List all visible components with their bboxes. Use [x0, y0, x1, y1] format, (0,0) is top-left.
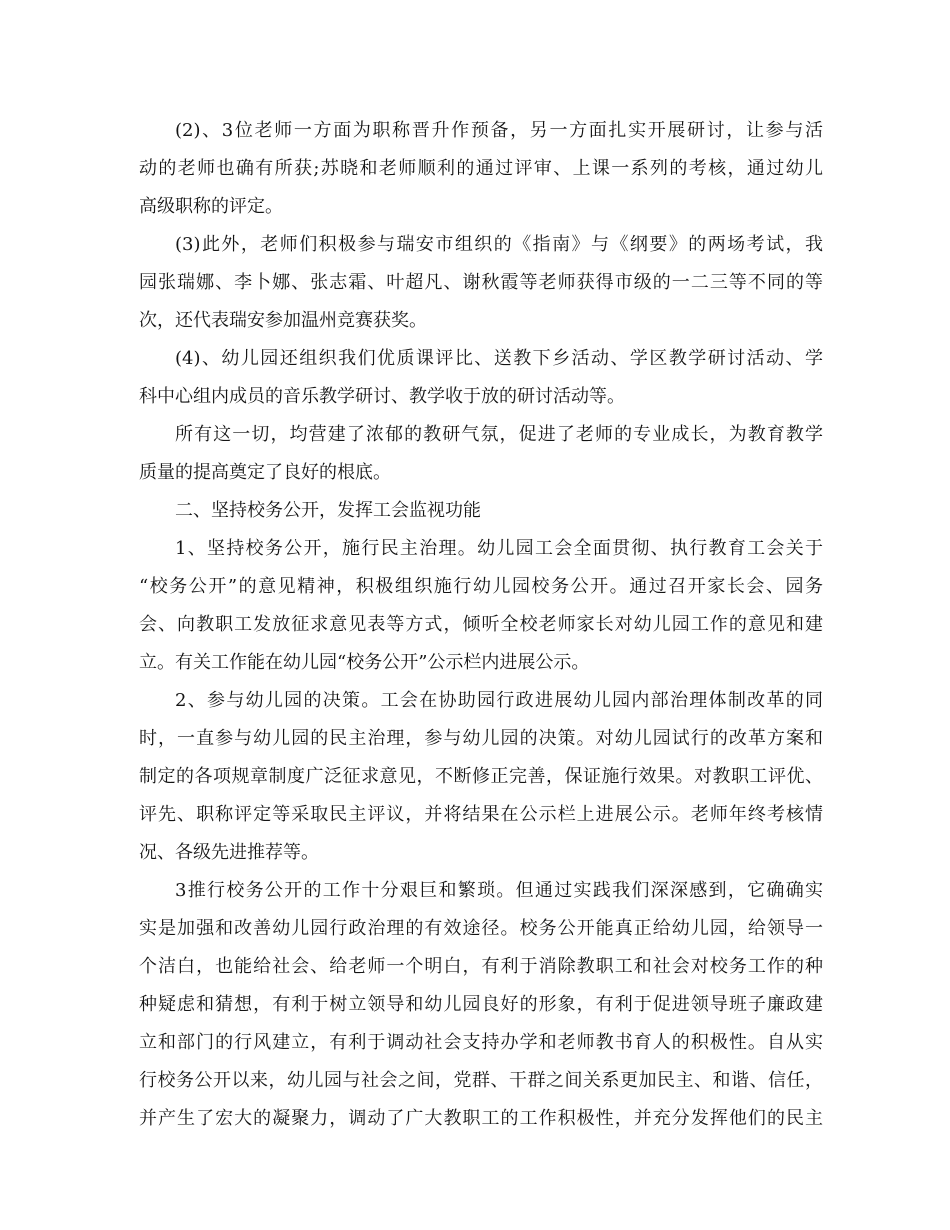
paragraph-line: 行校务公开以来，幼儿园与社会之间，党群、干群之间关系更加民主、和谐、信任， — [139, 1070, 823, 1091]
paragraph-line: 制定的各项规章制度广泛征求意见，不断修正完善，保证施行效果。对教职工评优、 — [139, 766, 823, 787]
paragraph-line: 园张瑞娜、李卜娜、张志霜、叶超凡、谢秋霞等老师获得市级的一二三等不同的等 — [139, 272, 823, 293]
paragraph-line: 立和部门的行风建立，有利于调动社会支持办学和老师教书育人的积极性。自从实 — [139, 1032, 823, 1053]
paragraph-line: 动的老师也确有所获;苏晓和老师顺利的通过评审、上课一系列的考核，通过幼儿 — [139, 158, 823, 179]
paragraph-line: 立。有关工作能在幼儿园“校务公开”公示栏内进展公示。 — [139, 652, 590, 673]
paragraph-line: 3推行校务公开的工作十分艰巨和繁琐。但通过实践我们深深感到，它确确实 — [175, 880, 823, 901]
paragraph-line: 况、各级先进推荐等。 — [139, 842, 319, 863]
paragraph-line: (4)、幼儿园还组织我们优质课评比、送教下乡活动、学区教学研讨活动、学 — [175, 348, 823, 369]
paragraph-line: 时，一直参与幼儿园的民主治理，参与幼儿园的决策。对幼儿园试行的改革方案和 — [139, 728, 823, 749]
paragraph-line: 实是加强和改善幼儿园行政治理的有效途径。校务公开能真正给幼儿园，给领导一 — [139, 918, 823, 939]
paragraph-line: 科中心组内成员的音乐教学研讨、教学收于放的研讨活动等。 — [139, 386, 625, 407]
section-heading: 二、坚持校务公开，发挥工会监视功能 — [175, 500, 481, 521]
paragraph-line: (2)、3位老师一方面为职称晋升作预备，另一方面扎实开展研讨，让参与活 — [175, 120, 823, 141]
paragraph-line: 质量的提高奠定了良好的根底。 — [139, 462, 391, 483]
paragraph-line: (3)此外，老师们积极参与瑞安市组织的《指南》与《纲要》的两场考试，我 — [175, 234, 823, 255]
paragraph-line: 会、向教职工发放征求意见表等方式，倾听全校老师家长对幼儿园工作的意见和建 — [139, 614, 823, 635]
paragraph-line: 次，还代表瑞安参加温州竞赛获奖。 — [139, 310, 427, 331]
paragraph-line: 高级职称的评定。 — [139, 196, 283, 217]
paragraph-line: 种疑虑和猜想，有利于树立领导和幼儿园良好的形象，有利于促进领导班子廉政建 — [139, 994, 823, 1015]
paragraph-line: 评先、职称评定等采取民主评议，并将结果在公示栏上进展公示。老师年终考核情 — [139, 804, 823, 825]
paragraph-line: 所有这一切，均营建了浓郁的教研气氛，促进了老师的专业成长，为教育教学 — [175, 424, 823, 445]
paragraph-line: “校务公开”的意见精神，积极组织施行幼儿园校务公开。通过召开家长会、园务 — [139, 576, 823, 597]
paragraph-line: 个洁白，也能给社会、给老师一个明白，有利于消除教职工和社会对校务工作的种 — [139, 956, 823, 977]
paragraph-line: 1、坚持校务公开，施行民主治理。幼儿园工会全面贯彻、执行教育工会关于 — [175, 538, 823, 559]
paragraph-line: 并产生了宏大的凝聚力，调动了广大教职工的工作积极性，并充分发挥他们的民主 — [139, 1108, 823, 1129]
paragraph-line: 2、参与幼儿园的决策。工会在协助园行政进展幼儿园内部治理体制改革的同 — [175, 690, 823, 711]
